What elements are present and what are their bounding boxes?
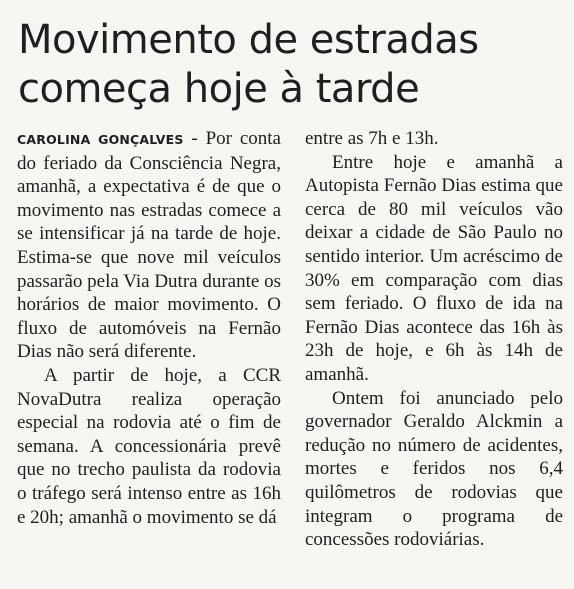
column-1 (17, 127, 281, 529)
paragraph-1-text: Por conta do feriado da Consciência Negra, amanhã, a expectativa é de que o movimento nas estradas comece a se intensificar já na tarde de hoje. Estima-se que nove mil veículos passarão pela Via Dutra durante os horários de maior movimento. O fluxo de automóveis na Fernão Dias não será diferente. (17, 128, 281, 363)
column-2 (305, 127, 563, 552)
paragraph-2-continued: entre as 7h e 13h. (305, 128, 439, 149)
byline-separator: - (183, 128, 206, 149)
paragraph-4: Ontem foi anunciado pelo governador Geraldo Alckmin a redução no número de acidentes, mortes e feridos nos 6,4 quilômetros de rodovias que integram o programa de concessões rodoviárias. (305, 387, 563, 551)
headline: Movimento de estradas começa hoje à tarde (18, 17, 479, 112)
paragraph-1 (17, 127, 281, 364)
paragraph-3: Entre hoje e amanhã a Autopista Fernão Dias estima que cerca de 80 mil veículos vão deixar a cidade de São Paulo no sentido interior. Um acréscimo de 30% em comparação com dias sem feriado. O fluxo de ida na Fernão Dias acontece das 16h às 23h de hoje, e 6h às 14h de amanhã. (305, 151, 563, 385)
paragraph-2: A partir de hoje, a CCR NovaDutra realiza operação especial na rodovia até o fim de semana. A concessionária prevê que no trecho paulista da rodovia o tráfego será intenso entre as 16h e 20h; amanhã o movimento se dá (17, 364, 281, 528)
byline: CAROLINA GONÇALVES (17, 132, 184, 147)
